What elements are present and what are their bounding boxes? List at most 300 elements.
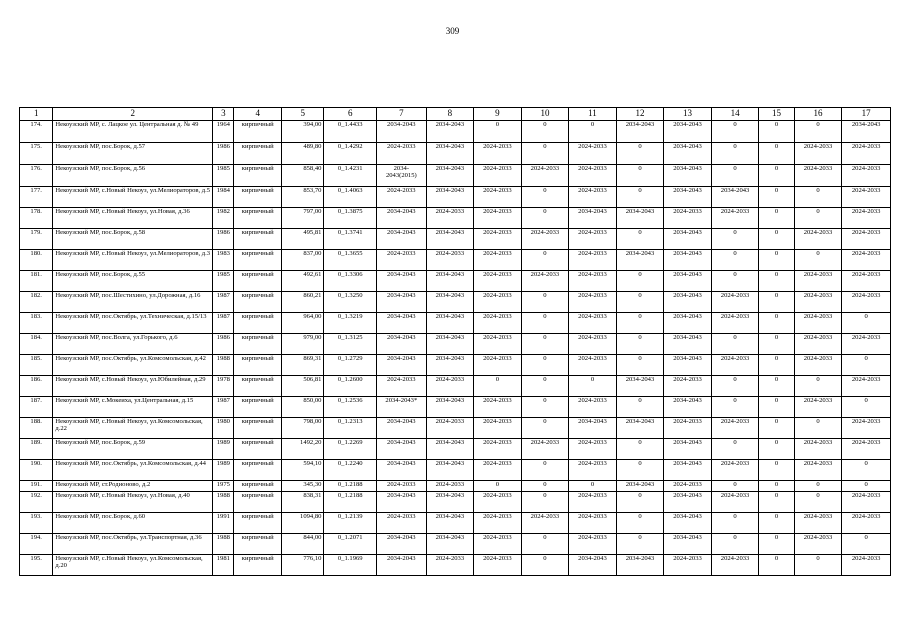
cell-period-10: 2024-2033 [521,165,569,187]
cell-area: 850,00 [281,397,323,418]
cell-address: Некоузский МР, пос.Борок, д.56 [53,165,213,187]
cell-period-11: 2024-2033 [569,292,617,313]
cell-period-17: 2024-2033 [842,492,891,513]
cell-period-17: 0 [842,313,891,334]
cell-index: 0_1.2313 [324,418,377,439]
cell-period-8: 2034-2043 [426,534,474,555]
cell-year: 1978 [213,376,234,397]
cell-period-8: 2034-2043 [426,397,474,418]
cell-index: 0_1.1969 [324,555,377,576]
cell-period-14: 0 [711,143,759,165]
cell-period-8: 2034-2043 [426,271,474,292]
cell-period-9: 2024-2033 [474,534,522,555]
cell-period-8: 2034-2043 [426,334,474,355]
cell-address: Некоузский МР, пос.Борок, д.55 [53,271,213,292]
header-row [20,108,891,121]
cell-period-10: 0 [521,481,569,492]
cell-period-11: 2034-2043 [569,555,617,576]
cell-period-10: 0 [521,313,569,334]
cell-index: 0_1.2188 [324,481,377,492]
cell-year: 1988 [213,355,234,376]
cell-period-14: 0 [711,376,759,397]
cell-period-12: 0 [616,187,664,208]
cell-area: 837,00 [281,250,323,271]
cell-period-14: 2024-2033 [711,460,759,481]
cell-period-8: 2034-2043 [426,229,474,250]
cell-period-7: 2034-2043 [377,355,427,376]
cell-period-7: 2034-2043 [377,121,427,143]
cell-period-13: 2034-2043 [664,271,712,292]
cell-period-13: 2024-2033 [664,481,712,492]
cell-address: Некоузский МР, с.Новый Некоуз, ул.Мелиораторов, д.3 [53,250,213,271]
cell-period-17: 2024-2033 [842,208,891,229]
cell-period-16: 2024-2033 [794,534,842,555]
cell-period-11: 2024-2033 [569,250,617,271]
cell-period-9: 2024-2033 [474,229,522,250]
cell-year: 1985 [213,165,234,187]
cell-period-14: 0 [711,481,759,492]
cell-material: кирпичный [234,313,282,334]
cell-material: кирпичный [234,187,282,208]
cell-material: кирпичный [234,534,282,555]
cell-area: 853,70 [281,187,323,208]
cell-period-12: 2034-2043 [616,250,664,271]
cell-period-12: 2034-2043 [616,208,664,229]
cell-period-13: 2024-2033 [664,418,712,439]
cell-period-9: 2024-2033 [474,292,522,313]
cell-period-12: 2034-2043 [616,418,664,439]
table-row [20,555,891,576]
cell-period-10: 2024-2033 [521,271,569,292]
column-header-13: 13 [664,108,712,121]
cell-period-9: 2024-2033 [474,143,522,165]
cell-area: 492,61 [281,271,323,292]
cell-period-11: 0 [569,376,617,397]
cell-period-9: 2024-2033 [474,187,522,208]
cell-period-15: 0 [759,165,794,187]
cell-material: кирпичный [234,334,282,355]
cell-period-10: 0 [521,418,569,439]
cell-period-7: 2034-2043 [377,534,427,555]
cell-material: кирпичный [234,271,282,292]
cell-index: 0_1.2139 [324,513,377,534]
cell-period-9: 2024-2033 [474,355,522,376]
cell-index: 0_1.4433 [324,121,377,143]
table-body [20,121,891,576]
cell-year: 1981 [213,555,234,576]
table-row [20,334,891,355]
table-row [20,355,891,376]
table-row [20,460,891,481]
cell-period-10: 2024-2033 [521,229,569,250]
cell-period-13: 2034-2043 [664,397,712,418]
cell-period-16: 2024-2033 [794,334,842,355]
cell-year: 1991 [213,513,234,534]
cell-year: 1987 [213,397,234,418]
cell-address: Некоузский МР, пос.Октябрь, ул.Комсомольская, д.44 [53,460,213,481]
cell-period-17: 2024-2033 [842,271,891,292]
column-header-14: 14 [711,108,759,121]
cell-period-7: 2034-2043 [377,313,427,334]
cell-area: 838,31 [281,492,323,513]
cell-period-17: 2024-2033 [842,187,891,208]
cell-year: 1986 [213,229,234,250]
cell-year: 1988 [213,534,234,555]
cell-address: Некоузский МР, пос.Борок, д.59 [53,439,213,460]
cell-row-number: 174. [20,121,53,143]
cell-period-7: 2034-2043 [377,418,427,439]
column-header-2: 2 [53,108,213,121]
cell-period-8: 2034-2043 [426,439,474,460]
cell-area: 798,00 [281,418,323,439]
cell-period-13: 2034-2043 [664,121,712,143]
cell-period-10: 0 [521,187,569,208]
cell-period-15: 0 [759,121,794,143]
cell-period-11: 2024-2033 [569,397,617,418]
cell-period-16: 2024-2033 [794,439,842,460]
cell-address: Некоузский МР, пос.Октябрь, ул.Техническая, д.15/13 [53,313,213,334]
cell-period-13: 2034-2043 [664,313,712,334]
cell-period-12: 0 [616,271,664,292]
cell-period-9: 2024-2033 [474,492,522,513]
column-header-15: 15 [759,108,794,121]
cell-period-16: 0 [794,376,842,397]
cell-period-11: 2024-2033 [569,513,617,534]
cell-period-14: 2024-2033 [711,313,759,334]
cell-period-12: 0 [616,513,664,534]
cell-period-13: 2034-2043 [664,292,712,313]
cell-period-14: 0 [711,334,759,355]
table-row [20,250,891,271]
cell-period-16: 0 [794,187,842,208]
cell-period-15: 0 [759,313,794,334]
cell-period-11: 2024-2033 [569,334,617,355]
cell-material: кирпичный [234,229,282,250]
cell-area: 776,10 [281,555,323,576]
cell-period-7: 2034-2043 [377,439,427,460]
cell-period-10: 0 [521,250,569,271]
cell-period-15: 0 [759,229,794,250]
cell-material: кирпичный [234,460,282,481]
cell-period-13: 2034-2043 [664,250,712,271]
cell-period-15: 0 [759,250,794,271]
cell-period-8: 2024-2033 [426,250,474,271]
cell-index: 0_1.2729 [324,355,377,376]
cell-period-15: 0 [759,208,794,229]
cell-period-10: 0 [521,355,569,376]
cell-period-16: 2024-2033 [794,165,842,187]
cell-period-15: 0 [759,355,794,376]
cell-row-number: 193. [20,513,53,534]
cell-period-14: 0 [711,534,759,555]
cell-period-17: 2024-2033 [842,165,891,187]
cell-period-12: 0 [616,292,664,313]
cell-index: 0_1.4292 [324,143,377,165]
cell-period-14: 0 [711,513,759,534]
cell-period-7: 2024-2033 [377,250,427,271]
cell-address: Некоузский МР, пос.Борок, д.57 [53,143,213,165]
cell-material: кирпичный [234,555,282,576]
cell-period-9: 2024-2033 [474,313,522,334]
cell-period-17: 2024-2033 [842,439,891,460]
table-row [20,397,891,418]
cell-period-15: 0 [759,513,794,534]
cell-period-7: 2034-2043 [377,492,427,513]
cell-period-16: 0 [794,208,842,229]
cell-period-14: 2024-2033 [711,418,759,439]
buildings-table [19,107,891,576]
cell-period-7: 2034-2043 [377,229,427,250]
cell-row-number: 184. [20,334,53,355]
cell-period-12: 2034-2043 [616,121,664,143]
cell-period-14: 0 [711,439,759,460]
cell-period-13: 2034-2043 [664,143,712,165]
cell-period-16: 2024-2033 [794,229,842,250]
cell-period-11: 2034-2043 [569,418,617,439]
cell-address: Некоузский МР, ст.Родионово, д.2 [53,481,213,492]
cell-address: Некоузский МР, пос.Октябрь, ул.Транспортная, д.36 [53,534,213,555]
cell-period-7: 2024-2033 [377,187,427,208]
cell-row-number: 181. [20,271,53,292]
cell-period-13: 2034-2043 [664,229,712,250]
cell-period-8: 2034-2043 [426,513,474,534]
table-row [20,121,891,143]
cell-period-9: 2024-2033 [474,334,522,355]
cell-period-10: 0 [521,376,569,397]
cell-period-8: 2034-2043 [426,292,474,313]
table-row [20,208,891,229]
cell-period-17: 2024-2033 [842,376,891,397]
cell-period-10: 0 [521,492,569,513]
cell-period-16: 0 [794,555,842,576]
cell-period-10: 0 [521,292,569,313]
cell-address: Некоузский МР, с.Новый Некоуз, ул.Мелиораторов, д.5 [53,187,213,208]
cell-row-number: 178. [20,208,53,229]
cell-period-14: 0 [711,271,759,292]
cell-period-15: 0 [759,271,794,292]
cell-period-14: 0 [711,229,759,250]
cell-material: кирпичный [234,292,282,313]
cell-period-11: 2034-2043 [569,208,617,229]
cell-period-12: 2034-2043 [616,555,664,576]
cell-period-12: 2034-2043 [616,481,664,492]
cell-area: 345,30 [281,481,323,492]
cell-period-15: 0 [759,534,794,555]
cell-area: 495,81 [281,229,323,250]
cell-index: 0_1.3306 [324,271,377,292]
cell-period-17: 2024-2033 [842,250,891,271]
cell-period-16: 2024-2033 [794,292,842,313]
cell-period-17: 0 [842,481,891,492]
cell-period-13: 2034-2043 [664,165,712,187]
cell-period-8: 2024-2033 [426,376,474,397]
cell-period-16: 0 [794,492,842,513]
cell-period-12: 0 [616,355,664,376]
cell-period-8: 2034-2043 [426,355,474,376]
cell-index: 0_1.4063 [324,187,377,208]
cell-period-11: 0 [569,121,617,143]
cell-index: 0_1.2188 [324,492,377,513]
cell-period-8: 2024-2033 [426,555,474,576]
cell-period-15: 0 [759,143,794,165]
cell-period-7: 2034-2043(2015) [377,165,427,187]
cell-area: 1492,20 [281,439,323,460]
cell-material: кирпичный [234,481,282,492]
cell-period-10: 2024-2033 [521,439,569,460]
cell-index: 0_1.2240 [324,460,377,481]
cell-row-number: 192. [20,492,53,513]
cell-area: 797,00 [281,208,323,229]
cell-address: Некоузский МР, пос.Октябрь, ул.Комсомольская, д.42 [53,355,213,376]
cell-address: Некоузский МР, с.Новый Некоуз, ул.Юбилейная, д.29 [53,376,213,397]
cell-year: 1975 [213,481,234,492]
cell-row-number: 191. [20,481,53,492]
cell-period-16: 2024-2033 [794,143,842,165]
cell-material: кирпичный [234,165,282,187]
cell-period-8: 2034-2043 [426,313,474,334]
cell-row-number: 194. [20,534,53,555]
cell-area: 860,21 [281,292,323,313]
cell-material: кирпичный [234,439,282,460]
table-row [20,271,891,292]
cell-period-8: 2034-2043 [426,143,474,165]
cell-period-16: 2024-2033 [794,513,842,534]
cell-row-number: 190. [20,460,53,481]
cell-row-number: 180. [20,250,53,271]
cell-period-14: 2024-2033 [711,555,759,576]
cell-period-16: 2024-2033 [794,271,842,292]
cell-period-11: 2024-2033 [569,313,617,334]
cell-period-14: 0 [711,121,759,143]
table-row [20,439,891,460]
cell-period-9: 0 [474,121,522,143]
table-row [20,313,891,334]
cell-period-16: 0 [794,481,842,492]
cell-period-10: 0 [521,121,569,143]
cell-address: Некоузский МР, с.Новый Некоуз, ул.Новая, д.36 [53,208,213,229]
cell-period-13: 2034-2043 [664,513,712,534]
cell-index: 0_1.2071 [324,534,377,555]
cell-period-7: 2034-2043 [377,334,427,355]
cell-period-12: 0 [616,492,664,513]
cell-period-9: 2024-2033 [474,555,522,576]
cell-period-7: 2034-2043* [377,397,427,418]
cell-index: 0_1.3250 [324,292,377,313]
cell-period-15: 0 [759,376,794,397]
cell-period-16: 0 [794,418,842,439]
cell-area: 979,00 [281,334,323,355]
cell-period-13: 2034-2043 [664,187,712,208]
cell-year: 1984 [213,187,234,208]
cell-period-9: 2024-2033 [474,397,522,418]
cell-period-14: 0 [711,165,759,187]
cell-period-8: 2024-2033 [426,208,474,229]
cell-period-8: 2034-2043 [426,121,474,143]
cell-index: 0_1.3875 [324,208,377,229]
cell-period-15: 0 [759,555,794,576]
table-row [20,418,891,439]
table-row [20,481,891,492]
cell-year: 1986 [213,334,234,355]
cell-period-11: 2024-2033 [569,229,617,250]
cell-period-11: 2024-2033 [569,534,617,555]
cell-period-7: 2034-2043 [377,460,427,481]
cell-period-12: 0 [616,534,664,555]
column-header-10: 10 [521,108,569,121]
cell-period-9: 0 [474,376,522,397]
cell-period-11: 2024-2033 [569,187,617,208]
cell-period-17: 0 [842,355,891,376]
cell-material: кирпичный [234,250,282,271]
cell-address: Некоузский МР, пос.Шестихино, ул.Дорожная, д.16 [53,292,213,313]
cell-period-15: 0 [759,397,794,418]
cell-period-9: 2024-2033 [474,165,522,187]
column-header-7: 7 [377,108,427,121]
cell-year: 1982 [213,208,234,229]
cell-period-14: 0 [711,250,759,271]
cell-row-number: 185. [20,355,53,376]
cell-period-17: 2034-2043 [842,121,891,143]
cell-area: 869,31 [281,355,323,376]
cell-material: кирпичный [234,208,282,229]
column-header-17: 17 [842,108,891,121]
cell-period-13: 2024-2033 [664,555,712,576]
cell-period-10: 2024-2033 [521,513,569,534]
cell-row-number: 179. [20,229,53,250]
cell-year: 1986 [213,143,234,165]
cell-period-10: 0 [521,534,569,555]
cell-year: 1987 [213,313,234,334]
cell-material: кирпичный [234,418,282,439]
cell-address: Некоузский МР, пос.Борок, д.60 [53,513,213,534]
cell-material: кирпичный [234,376,282,397]
cell-period-9: 2024-2033 [474,513,522,534]
cell-area: 844,00 [281,534,323,555]
cell-period-15: 0 [759,292,794,313]
cell-period-17: 2024-2033 [842,418,891,439]
cell-year: 1988 [213,492,234,513]
cell-period-9: 0 [474,481,522,492]
table-row [20,143,891,165]
cell-row-number: 195. [20,555,53,576]
cell-year: 1980 [213,418,234,439]
cell-year: 1987 [213,292,234,313]
cell-period-12: 0 [616,334,664,355]
table-row [20,165,891,187]
cell-index: 0_1.2536 [324,397,377,418]
cell-period-14: 2024-2033 [711,355,759,376]
column-header-12: 12 [616,108,664,121]
cell-period-11: 0 [569,481,617,492]
cell-period-10: 0 [521,460,569,481]
cell-address: Некоузский МР, пос.Борок, д.58 [53,229,213,250]
cell-period-17: 2024-2033 [842,229,891,250]
cell-period-14: 2024-2033 [711,208,759,229]
cell-period-14: 2034-2043 [711,187,759,208]
cell-period-13: 2034-2043 [664,334,712,355]
cell-row-number: 182. [20,292,53,313]
cell-index: 0_1.2600 [324,376,377,397]
cell-period-13: 2024-2033 [664,208,712,229]
cell-row-number: 176. [20,165,53,187]
cell-period-9: 2024-2033 [474,271,522,292]
cell-address: Некоузский МР, с.Мокеиха, ул.Центральная, д.15 [53,397,213,418]
cell-period-12: 0 [616,229,664,250]
cell-area: 858,40 [281,165,323,187]
cell-period-9: 2024-2033 [474,208,522,229]
cell-area: 489,80 [281,143,323,165]
cell-period-13: 2034-2043 [664,534,712,555]
